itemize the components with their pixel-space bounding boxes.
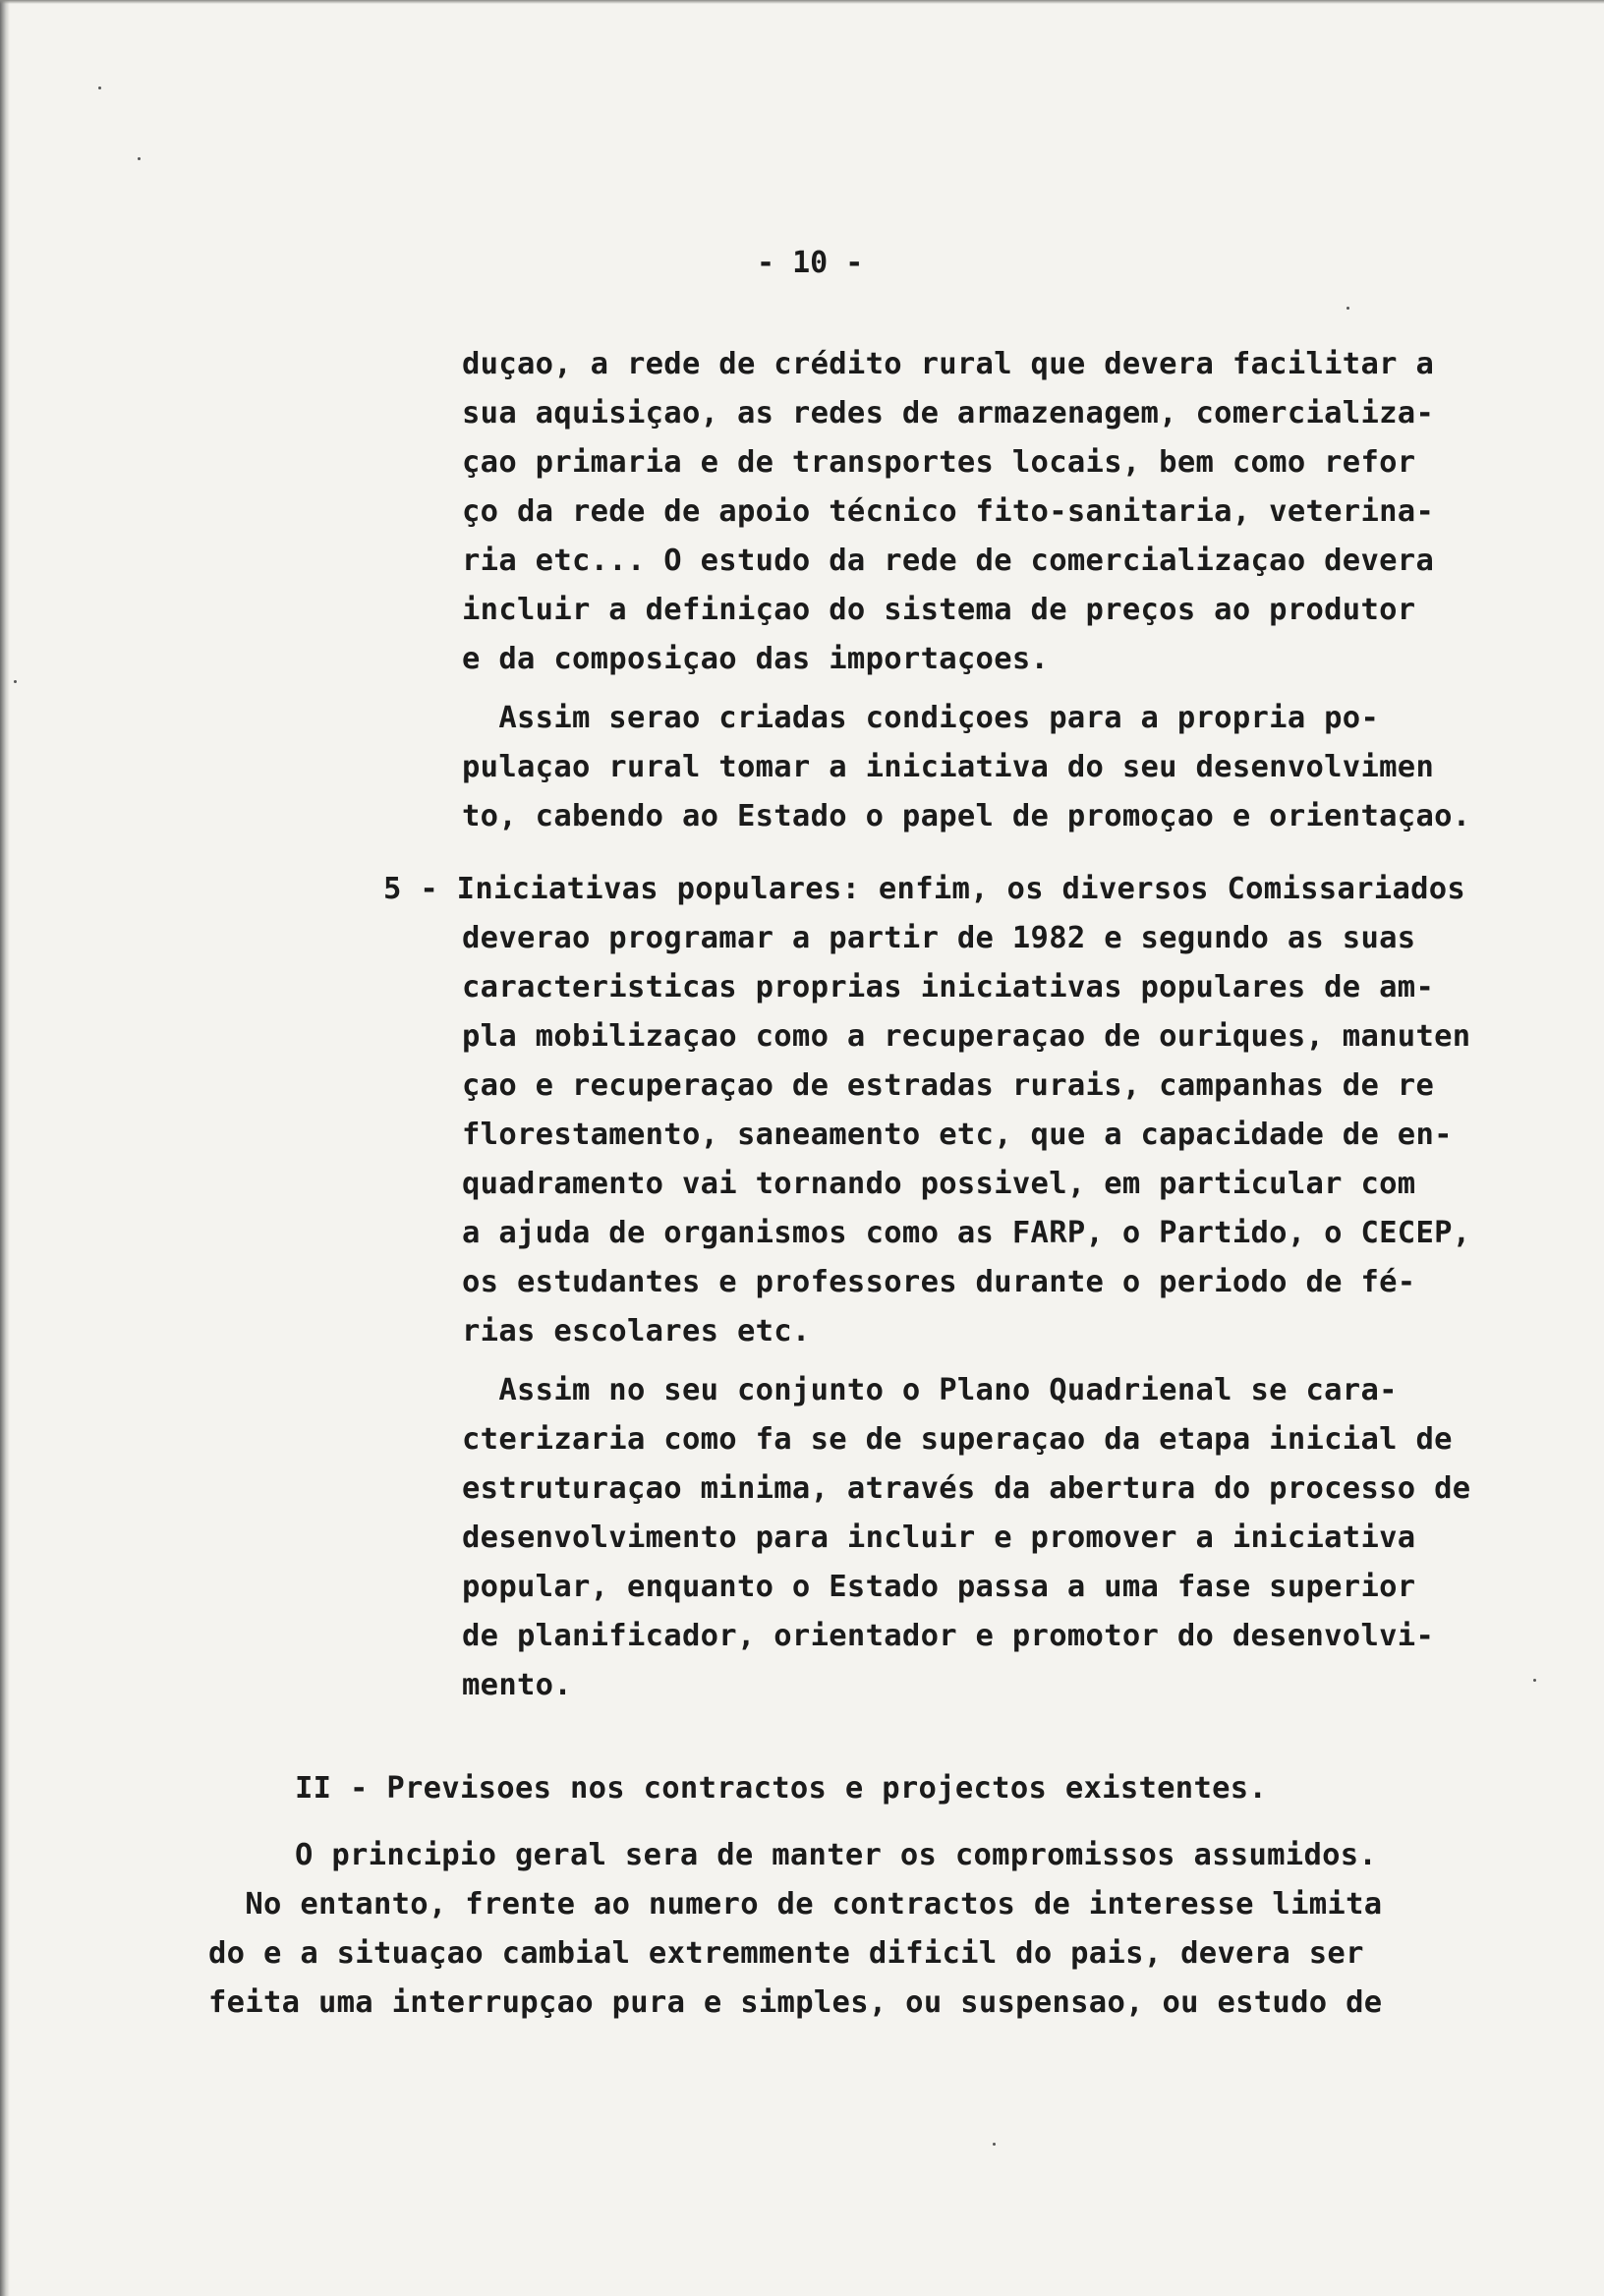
scan-left-edge xyxy=(0,0,10,2296)
item-5-line-3: caracteristicas proprias iniciativas populares de am- xyxy=(462,970,1435,1004)
section-ii-heading: II - Previsoes nos contractos e projectos existentes. xyxy=(295,1771,1268,1806)
item-5-line-5: çao e recuperaçao de estradas rurais, campanhas de re xyxy=(462,1068,1435,1103)
plan-paragraph-line-3: estruturaçao minima, através da abertura do processo de xyxy=(462,1471,1471,1506)
plan-paragraph-line-1: Assim no seu conjunto o Plano Quadrienal se cara- xyxy=(462,1373,1398,1407)
scan-speck xyxy=(993,2143,996,2146)
item-5-line-2: deverao programar a partir de 1982 e segundo as suas xyxy=(462,921,1416,955)
item-5-line-9: os estudantes e professores durante o periodo de fé- xyxy=(462,1265,1416,1299)
continuation-line-4: ço da rede de apoio técnico fito-sanitaria, veterina- xyxy=(462,494,1435,529)
section-ii-line-3: do e a situaçao cambial extremmente dificil do pais, devera ser xyxy=(208,1936,1364,1971)
item-5-line-8: a ajuda de organismos como as FARP, o Partido, o CECEP, xyxy=(462,1216,1471,1250)
continuation-line-2: sua aquisiçao, as redes de armazenagem, comercializa- xyxy=(462,396,1435,430)
item-5-line-7: quadramento vai tornando possivel, em particular com xyxy=(462,1167,1416,1201)
continuation-line-3: çao primaria e de transportes locais, bem como refor xyxy=(462,445,1416,480)
section-ii-line-1: O principio geral sera de manter os compromissos assumidos. xyxy=(295,1838,1378,1872)
scan-speck xyxy=(1533,1679,1536,1682)
rural-paragraph-line-3: to, cabendo ao Estado o papel de promoçao e orientaçao. xyxy=(462,799,1471,833)
scan-speck xyxy=(14,680,17,683)
item-5-line-1: 5 - Iniciativas populares: enfim, os diversos Comissariados xyxy=(383,872,1466,906)
scan-speck xyxy=(98,86,101,89)
rural-paragraph-line-2: pulaçao rural tomar a iniciativa do seu desenvolvimen xyxy=(462,750,1435,784)
plan-paragraph-line-7: mento. xyxy=(462,1668,572,1702)
item-5-line-10: rias escolares etc. xyxy=(462,1314,811,1349)
section-ii-line-4: feita uma interrupçao pura e simples, ou suspensao, ou estudo de xyxy=(208,1985,1383,2020)
item-5-line-6: florestamento, saneamento etc, que a capacidade de en- xyxy=(462,1118,1453,1152)
section-ii-line-2: No entanto, frente ao numero de contractos de interesse limita xyxy=(208,1887,1383,1922)
continuation-line-5: ria etc... O estudo da rede de comercializaçao devera xyxy=(462,544,1435,578)
continuation-line-7: e da composiçao das importaçoes. xyxy=(462,642,1050,676)
page-number: - 10 - xyxy=(757,246,864,280)
scan-top-edge xyxy=(0,0,1604,4)
item-5-line-4: pla mobilizaçao como a recuperaçao de ouriques, manuten xyxy=(462,1019,1471,1054)
scan-speck xyxy=(138,157,141,160)
scan-speck xyxy=(1346,307,1349,310)
plan-paragraph-line-6: de planificador, orientador e promotor do desenvolvi- xyxy=(462,1619,1435,1653)
plan-paragraph-line-4: desenvolvimento para incluir e promover a iniciativa xyxy=(462,1521,1416,1555)
rural-paragraph-line-1: Assim serao criadas condiçoes para a propria po- xyxy=(462,701,1380,735)
continuation-line-6: incluir a definiçao do sistema de preços ao produtor xyxy=(462,593,1416,627)
plan-paragraph-line-5: popular, enquanto o Estado passa a uma fase superior xyxy=(462,1570,1416,1604)
plan-paragraph-line-2: cterizaria como fa se de superaçao da etapa inicial de xyxy=(462,1422,1453,1457)
continuation-line-1: duçao, a rede de crédito rural que devera facilitar a xyxy=(462,347,1435,381)
